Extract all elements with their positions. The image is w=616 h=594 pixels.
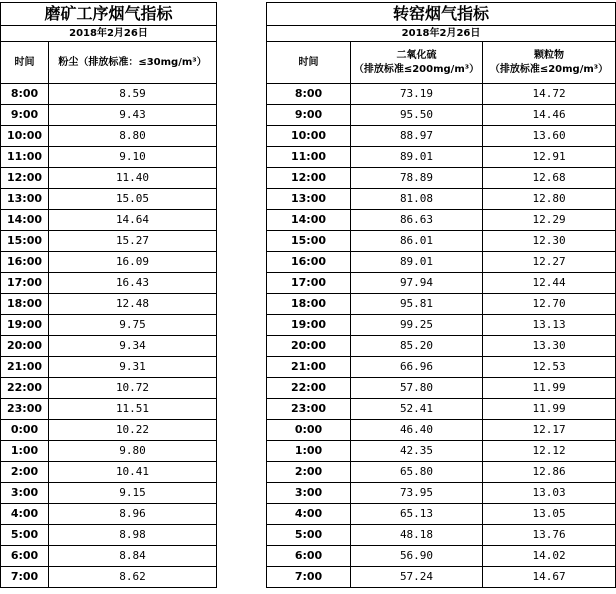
column-header-so2: [351, 42, 483, 84]
so2-value-cell: 52.41: [351, 399, 483, 420]
time-cell: 5:00: [267, 525, 351, 546]
time-cell: 18:00: [267, 294, 351, 315]
time-cell: 10:00: [267, 126, 351, 147]
time-cell: 19:00: [1, 315, 49, 336]
pm-value-cell: 12.68: [483, 168, 616, 189]
table-date: 2018年2月26日: [267, 26, 616, 42]
pm-value-cell: 12.30: [483, 231, 616, 252]
table-row: [1, 546, 217, 567]
pm-value-cell: 12.17: [483, 420, 616, 441]
time-cell: 4:00: [267, 504, 351, 525]
time-cell: 12:00: [267, 168, 351, 189]
table-row: [1, 462, 217, 483]
table-row: [267, 483, 616, 504]
table-row: [1, 378, 217, 399]
so2-value-cell: 81.08: [351, 189, 483, 210]
table-row: [1, 84, 217, 105]
table-row: [1, 168, 217, 189]
pm-value-cell: 13.30: [483, 336, 616, 357]
time-cell: 14:00: [1, 210, 49, 231]
pm-value-cell: 12.86: [483, 462, 616, 483]
table-row: [1, 210, 217, 231]
time-cell: 17:00: [267, 273, 351, 294]
time-cell: 0:00: [1, 420, 49, 441]
dust-value-cell: 14.64: [49, 210, 217, 231]
table-row: [1, 357, 217, 378]
pm-value-cell: 13.13: [483, 315, 616, 336]
time-cell: 23:00: [1, 399, 49, 420]
dust-value-cell: 8.59: [49, 84, 217, 105]
pm-name: 颗粒物: [534, 49, 565, 61]
time-cell: 21:00: [1, 357, 49, 378]
time-cell: 17:00: [1, 273, 49, 294]
table-title: 转窑烟气指标: [267, 3, 616, 26]
time-cell: 19:00: [267, 315, 351, 336]
time-cell: 13:00: [267, 189, 351, 210]
table-row: [1, 399, 217, 420]
dust-value-cell: 9.10: [49, 147, 217, 168]
table-row: [267, 546, 616, 567]
time-cell: 21:00: [267, 357, 351, 378]
table-row: [1, 525, 217, 546]
table-row: [1, 336, 217, 357]
pm-value-cell: 12.53: [483, 357, 616, 378]
dust-value-cell: 9.31: [49, 357, 217, 378]
pm-value-cell: 12.70: [483, 294, 616, 315]
so2-value-cell: 99.25: [351, 315, 483, 336]
time-cell: 8:00: [1, 84, 49, 105]
so2-value-cell: 89.01: [351, 252, 483, 273]
time-cell: 11:00: [267, 147, 351, 168]
time-cell: 13:00: [1, 189, 49, 210]
time-cell: 11:00: [1, 147, 49, 168]
so2-value-cell: 95.50: [351, 105, 483, 126]
dust-value-cell: 10.22: [49, 420, 217, 441]
so2-value-cell: 57.24: [351, 567, 483, 588]
so2-value-cell: 56.90: [351, 546, 483, 567]
table-row: [267, 336, 616, 357]
so2-value-cell: 65.13: [351, 504, 483, 525]
grinding-emissions-table: [0, 2, 217, 588]
column-header-time: 时间: [267, 42, 351, 84]
table-row: [1, 420, 217, 441]
dust-value-cell: 12.48: [49, 294, 217, 315]
so2-value-cell: 78.89: [351, 168, 483, 189]
time-cell: 14:00: [267, 210, 351, 231]
table-row: [267, 84, 616, 105]
table-title: 磨矿工序烟气指标: [1, 3, 217, 26]
time-cell: 1:00: [267, 441, 351, 462]
table-row: [267, 273, 616, 294]
table-row: [1, 126, 217, 147]
so2-value-cell: 42.35: [351, 441, 483, 462]
table-row: [1, 567, 217, 588]
table-row: [267, 126, 616, 147]
pm-value-cell: 12.44: [483, 273, 616, 294]
time-cell: 3:00: [1, 483, 49, 504]
time-cell: 12:00: [1, 168, 49, 189]
table-row: [267, 147, 616, 168]
time-cell: 5:00: [1, 525, 49, 546]
so2-value-cell: 86.63: [351, 210, 483, 231]
time-cell: 2:00: [267, 462, 351, 483]
table-row: [267, 105, 616, 126]
table-row: [267, 231, 616, 252]
table-row: [1, 504, 217, 525]
table-row: [1, 294, 217, 315]
dust-value-cell: 15.27: [49, 231, 217, 252]
dust-value-cell: 9.80: [49, 441, 217, 462]
so2-value-cell: 73.19: [351, 84, 483, 105]
dust-value-cell: 9.34: [49, 336, 217, 357]
pm-value-cell: 12.91: [483, 147, 616, 168]
table-row: [267, 420, 616, 441]
time-cell: 15:00: [267, 231, 351, 252]
kiln-emissions-table: [266, 2, 616, 588]
table-row: [267, 168, 616, 189]
table-row: [267, 252, 616, 273]
table-row: [267, 525, 616, 546]
table-row: [267, 399, 616, 420]
so2-value-cell: 66.96: [351, 357, 483, 378]
pm-value-cell: 13.03: [483, 483, 616, 504]
table-row: [1, 231, 217, 252]
table-row: [267, 441, 616, 462]
time-cell: 4:00: [1, 504, 49, 525]
dust-value-cell: 8.98: [49, 525, 217, 546]
table-row: [1, 147, 217, 168]
table-row: [267, 567, 616, 588]
pm-value-cell: 12.27: [483, 252, 616, 273]
pm-value-cell: 12.12: [483, 441, 616, 462]
pm-value-cell: 13.05: [483, 504, 616, 525]
dust-value-cell: 9.43: [49, 105, 217, 126]
pm-value-cell: 14.02: [483, 546, 616, 567]
time-cell: 23:00: [267, 399, 351, 420]
table-row: [1, 441, 217, 462]
time-cell: 3:00: [267, 483, 351, 504]
pm-value-cell: 13.60: [483, 126, 616, 147]
time-cell: 7:00: [267, 567, 351, 588]
table-row: [1, 189, 217, 210]
dust-value-cell: 16.43: [49, 273, 217, 294]
time-cell: 16:00: [267, 252, 351, 273]
column-header-time: 时间: [1, 42, 49, 84]
time-cell: 0:00: [267, 420, 351, 441]
time-cell: 10:00: [1, 126, 49, 147]
pm-value-cell: 12.80: [483, 189, 616, 210]
so2-value-cell: 73.95: [351, 483, 483, 504]
dust-value-cell: 8.80: [49, 126, 217, 147]
table-date: 2018年2月26日: [1, 26, 217, 42]
dust-value-cell: 11.51: [49, 399, 217, 420]
table-row: [1, 252, 217, 273]
so2-value-cell: 57.80: [351, 378, 483, 399]
table-row: [267, 504, 616, 525]
so2-value-cell: 88.97: [351, 126, 483, 147]
table-row: [1, 105, 217, 126]
time-cell: 9:00: [1, 105, 49, 126]
so2-value-cell: 89.01: [351, 147, 483, 168]
so2-value-cell: 95.81: [351, 294, 483, 315]
so2-value-cell: 85.20: [351, 336, 483, 357]
time-cell: 18:00: [1, 294, 49, 315]
time-cell: 15:00: [1, 231, 49, 252]
time-cell: 22:00: [1, 378, 49, 399]
so2-value-cell: 86.01: [351, 231, 483, 252]
dust-value-cell: 16.09: [49, 252, 217, 273]
so2-value-cell: 97.94: [351, 273, 483, 294]
time-cell: 22:00: [267, 378, 351, 399]
time-cell: 1:00: [1, 441, 49, 462]
dust-value-cell: 11.40: [49, 168, 217, 189]
time-cell: 6:00: [267, 546, 351, 567]
table-row: [267, 357, 616, 378]
dust-value-cell: 8.96: [49, 504, 217, 525]
dust-value-cell: 8.84: [49, 546, 217, 567]
dust-value-cell: 15.05: [49, 189, 217, 210]
time-cell: 16:00: [1, 252, 49, 273]
time-cell: 2:00: [1, 462, 49, 483]
pm-value-cell: 11.99: [483, 378, 616, 399]
time-cell: 6:00: [1, 546, 49, 567]
table-row: [267, 378, 616, 399]
pm-value-cell: 14.46: [483, 105, 616, 126]
column-header-dust: 粉尘（排放标准：≤30mg/m³）: [49, 42, 217, 84]
so2-value-cell: 46.40: [351, 420, 483, 441]
time-cell: 8:00: [267, 84, 351, 105]
time-cell: 9:00: [267, 105, 351, 126]
pm-limit: （排放标准≤20mg/m³）: [489, 63, 609, 75]
so2-value-cell: 48.18: [351, 525, 483, 546]
time-cell: 20:00: [1, 336, 49, 357]
column-header-pm: [483, 42, 616, 84]
table-row: [267, 462, 616, 483]
so2-limit: （排放标准≤200mg/m³）: [353, 63, 480, 75]
time-cell: 7:00: [1, 567, 49, 588]
dust-value-cell: 9.75: [49, 315, 217, 336]
table-row: [1, 315, 217, 336]
pm-value-cell: 12.29: [483, 210, 616, 231]
dust-value-cell: 10.41: [49, 462, 217, 483]
dust-value-cell: 10.72: [49, 378, 217, 399]
time-cell: 20:00: [267, 336, 351, 357]
table-row: [1, 483, 217, 504]
table-row: [1, 273, 217, 294]
table-row: [267, 189, 616, 210]
pm-value-cell: 14.67: [483, 567, 616, 588]
so2-name: 二氧化硫: [396, 49, 437, 61]
table-row: [267, 210, 616, 231]
table-row: [267, 294, 616, 315]
pm-value-cell: 14.72: [483, 84, 616, 105]
pm-value-cell: 11.99: [483, 399, 616, 420]
dust-value-cell: 9.15: [49, 483, 217, 504]
table-row: [267, 315, 616, 336]
dust-value-cell: 8.62: [49, 567, 217, 588]
so2-value-cell: 65.80: [351, 462, 483, 483]
pm-value-cell: 13.76: [483, 525, 616, 546]
